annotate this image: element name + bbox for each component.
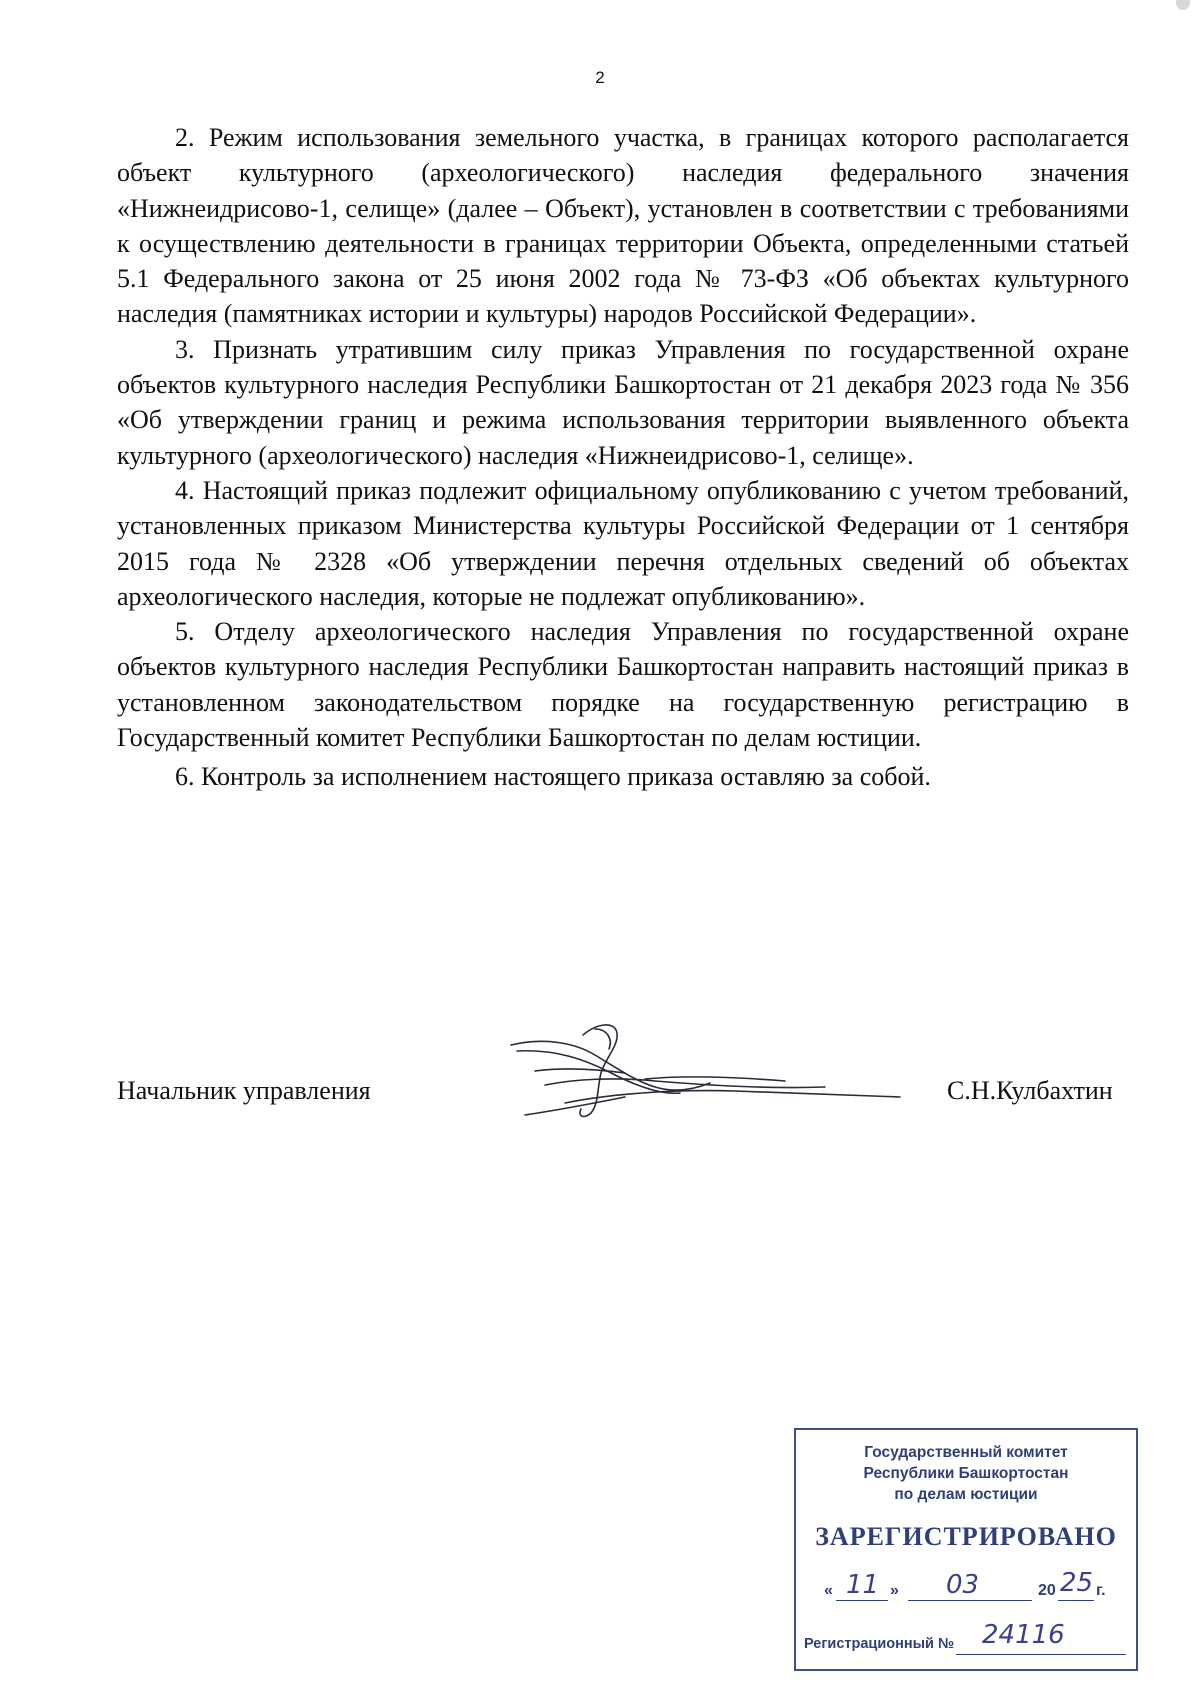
stamp-date-day: 11 <box>846 1570 880 1600</box>
paragraph-6: 6. Контроль за исполнением настоящего приказа оставляю за собой. <box>175 762 931 792</box>
signatory-position: Начальник управления <box>117 1076 371 1105</box>
stamp-reg-line <box>956 1654 1126 1655</box>
handwritten-signature <box>505 1015 905 1125</box>
signatory-name: С.Н.Кулбахтин <box>947 1076 1113 1105</box>
stamp-year-unit: г. <box>1096 1582 1106 1599</box>
paragraph-2: 2. Режим использования земельного участка, в границах которого располагается объект культурного (археологического) наследия федерального значения «Нижнеидрисово-1, селище» (далее – Объект), установлен в соответствии с требованиями к осуществлению деятельности в границах территории Объекта, определенными статьей 5.1 Федерального закона от 25 июня 2002 года № 73-ФЗ «Об объектах культурного наследия (памятниках истории и культуры) народов Российской Федерации». <box>117 123 1129 329</box>
stamp-reg-label: Регистрационный № <box>804 1636 955 1652</box>
stamp-reg-number: 24116 <box>982 1620 1065 1650</box>
stamp-org-line: Республики Башкортостан <box>863 1465 1069 1482</box>
stamp-date-month: 03 <box>946 1570 980 1600</box>
stamp-status: ЗАРЕГИСТРИРОВАНО <box>815 1522 1117 1551</box>
stamp-org-line: по делам юстиции <box>894 1486 1038 1503</box>
paragraph-4: 4. Настоящий приказ подлежит официальному опубликованию с учетом требований, установленных приказом Министерства культуры Российской Федерации от 1 сентября 2015 года № 2328 «Об утверждении перечня отдельных сведений об объектах археологического наследия, которые не подлежат опубликованию». <box>117 475 1129 611</box>
scan-corner-mark <box>1176 0 1190 10</box>
stamp-registration <box>804 1622 1132 1662</box>
stamp-year-line <box>1058 1600 1094 1601</box>
stamp-org-line: Государственный комитет <box>864 1444 1068 1461</box>
stamp-month-line <box>908 1600 1032 1601</box>
stamp-organization <box>796 1442 1136 1505</box>
stamp-date-open-quote: « <box>824 1582 833 1599</box>
stamp-year-prefix: 20 <box>1038 1582 1056 1599</box>
stamp-date-close-quote: » <box>890 1582 899 1599</box>
page-number: 2 <box>595 68 605 87</box>
paragraph-5: 5. Отделу археологического наследия Управления по государственной охране объектов культурного наследия Республики Башкортостан направить настоящий приказ в установленном законодательством порядке на государственную регистрацию в Государственный комитет Республики Башкортостан по делам юстиции. <box>117 617 1129 753</box>
stamp-day-line <box>836 1600 888 1601</box>
paragraph-3: 3. Признать утратившим силу приказ Управления по государственной охране объектов культурного наследия Республики Башкортостан от 21 декабря 2023 года № 356 «Об утверждении границ и режима использования территории выявленного объекта культурного (археологического) наследия «Нижнеидрисово-1, селище». <box>117 334 1129 470</box>
registration-stamp <box>794 1428 1138 1671</box>
stamp-date <box>824 1570 1114 1610</box>
document-body <box>117 120 1129 795</box>
stamp-date-year: 25 <box>1060 1568 1094 1598</box>
